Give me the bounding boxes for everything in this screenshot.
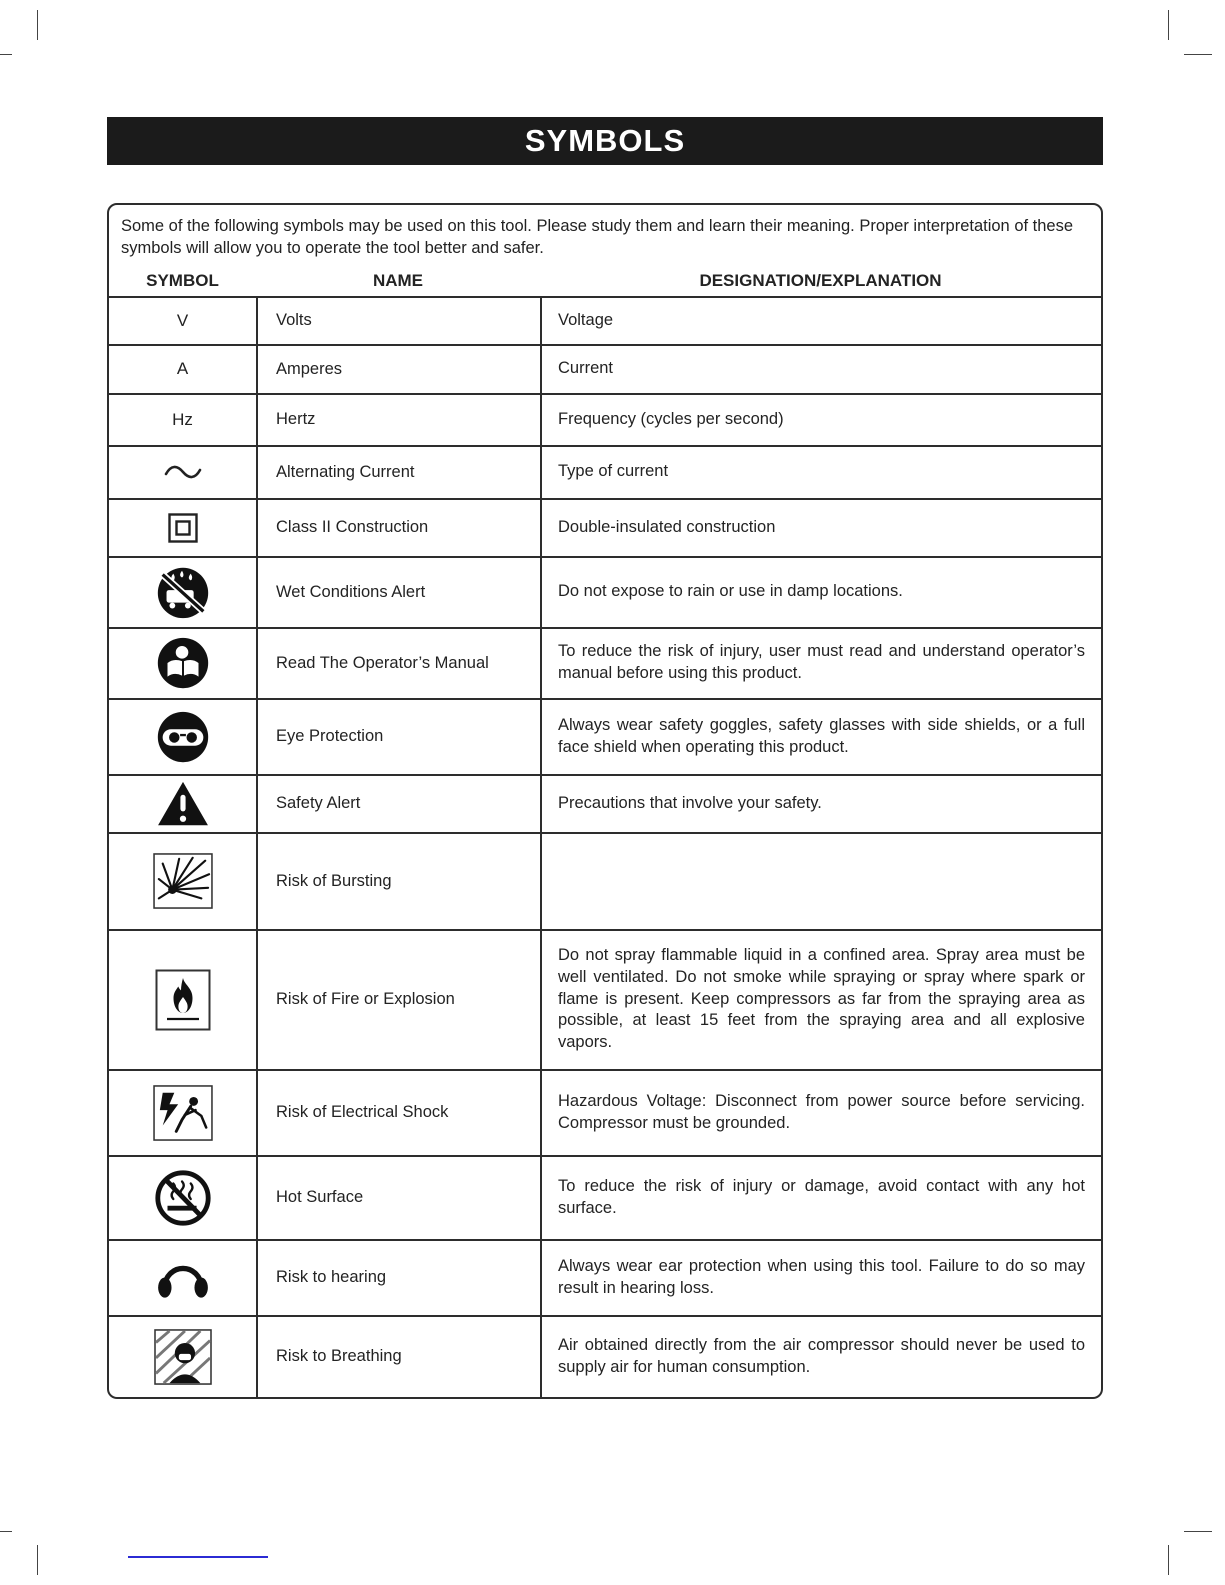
- symbol-cell: [109, 1241, 256, 1315]
- name-text: Volts: [276, 311, 312, 330]
- crop-mark: [1168, 10, 1169, 40]
- symbol-cell: [109, 346, 256, 393]
- symbol-name: [256, 776, 540, 832]
- crop-mark: [37, 10, 38, 40]
- table-row: [109, 296, 1101, 344]
- risk-of-fire-icon: [155, 969, 211, 1031]
- crop-mark: [1184, 1531, 1212, 1532]
- hot-surface-icon: [152, 1167, 214, 1229]
- symbol-name: [256, 500, 540, 556]
- symbol-cell: [109, 776, 256, 832]
- symbol-name: [256, 1241, 540, 1315]
- symbol-designation: [540, 700, 1101, 774]
- symbol-name: [256, 629, 540, 698]
- symbol-name: [256, 447, 540, 498]
- symbol-name: [256, 346, 540, 393]
- designation-text: To reduce the risk of injury, user must read and understand operator’s manual before using this product.: [558, 642, 1085, 683]
- symbol-designation: [540, 629, 1101, 698]
- symbol-designation: [540, 346, 1101, 393]
- designation-text: Double-insulated construction: [558, 517, 776, 536]
- column-header-designation: DESIGNATION/EXPLANATION: [699, 270, 942, 290]
- table-row: [109, 698, 1101, 774]
- symbol-designation: [540, 447, 1101, 498]
- symbol-designation: [540, 500, 1101, 556]
- symbol-cell: [109, 700, 256, 774]
- risk-of-electrical-shock-icon: [153, 1085, 213, 1141]
- table-row: [109, 832, 1101, 929]
- designation-text: Frequency (cycles per second): [558, 409, 784, 428]
- footer-link-underline[interactable]: [128, 1556, 268, 1558]
- symbol-designation: [540, 1071, 1101, 1155]
- symbol-designation: [540, 298, 1101, 344]
- table-row: [109, 627, 1101, 698]
- crop-mark: [1168, 1545, 1169, 1575]
- designation-text: Do not spray flammable liquid in a confined area. Spray area must be well ventilated. Do not smoke while spraying or spray where spark or flame is present. Keep compressors as far from the spraying area as possible, at least 15 feet from the spraying area and all explosive vapors.: [558, 946, 1085, 1052]
- designation-text: Voltage: [558, 310, 614, 329]
- table-row: [109, 1155, 1101, 1239]
- table-row: [109, 1315, 1101, 1397]
- symbol-designation: [540, 395, 1101, 445]
- risk-to-breathing-icon: [154, 1329, 212, 1385]
- designation-text: Precautions that involve your safety.: [558, 793, 822, 812]
- hertz-symbol-text: Hz: [172, 409, 193, 429]
- symbol-designation: [540, 1157, 1101, 1239]
- name-text: Risk of Bursting: [276, 871, 392, 890]
- table-row: [109, 929, 1101, 1069]
- designation-text: To reduce the risk of injury or damage, avoid contact with any hot surface.: [558, 1176, 1085, 1217]
- symbol-designation: [540, 558, 1101, 627]
- safety-alert-icon: [156, 780, 210, 828]
- symbol-name: [256, 1071, 540, 1155]
- symbol-cell: [109, 1071, 256, 1155]
- symbol-name: [256, 931, 540, 1069]
- symbol-cell: [109, 1157, 256, 1239]
- column-header-symbol: SYMBOL: [146, 270, 219, 290]
- name-text: Eye Protection: [276, 727, 384, 746]
- symbol-cell: [109, 395, 256, 445]
- risk-to-hearing-icon: [154, 1256, 212, 1300]
- wet-conditions-icon: [152, 561, 214, 623]
- symbol-name: [256, 1317, 540, 1397]
- symbols-table: [107, 203, 1103, 1399]
- name-text: Alternating Current: [276, 462, 415, 481]
- column-header-name: NAME: [372, 270, 424, 290]
- name-text: Risk of Fire or Explosion: [276, 990, 455, 1009]
- table-column-headers: [109, 266, 1101, 296]
- symbol-designation: [540, 1317, 1101, 1397]
- symbol-cell: [109, 629, 256, 698]
- read-operators-manual-icon: [152, 632, 214, 694]
- crop-mark: [1184, 54, 1212, 55]
- symbol-name: [256, 298, 540, 344]
- crop-mark: [37, 1545, 38, 1575]
- crop-mark: [0, 54, 12, 55]
- alternating-current-icon: [164, 463, 202, 481]
- name-text: Risk to hearing: [276, 1268, 387, 1287]
- symbol-cell: [109, 447, 256, 498]
- table-row: [109, 1239, 1101, 1315]
- page-title: SYMBOLS: [107, 117, 1103, 165]
- table-row: [109, 498, 1101, 556]
- table-row: [109, 1069, 1101, 1155]
- designation-text: Current: [558, 359, 614, 378]
- symbol-cell: [109, 298, 256, 344]
- table-row: [109, 344, 1101, 393]
- table-intro-text: Some of the following symbols may be used on this tool. Please study them and learn their meaning. Proper interpretation of these symbols will allow you to operate the tool better and safer.: [121, 217, 1074, 257]
- symbol-name: [256, 834, 540, 929]
- name-text: Read The Operator’s Manual: [276, 653, 489, 672]
- risk-of-bursting-icon: [153, 853, 213, 909]
- symbol-cell: [109, 500, 256, 556]
- name-text: Class II Construction: [276, 518, 429, 537]
- table-row: [109, 556, 1101, 627]
- table-row: [109, 445, 1101, 498]
- symbol-designation: [540, 931, 1101, 1069]
- name-text: Wet Conditions Alert: [276, 582, 426, 601]
- eye-protection-icon: [152, 706, 214, 768]
- designation-text: Hazardous Voltage: Disconnect from power source before servicing. Compressor must be grounded.: [558, 1091, 1085, 1132]
- symbol-cell: [109, 558, 256, 627]
- symbol-cell: [109, 931, 256, 1069]
- designation-text: Do not expose to rain or use in damp locations.: [558, 582, 903, 601]
- name-text: Hertz: [276, 410, 316, 429]
- designation-text: Type of current: [558, 462, 669, 481]
- crop-mark: [0, 1531, 12, 1532]
- table-row: [109, 393, 1101, 445]
- symbol-name: [256, 395, 540, 445]
- name-text: Amperes: [276, 359, 343, 378]
- designation-text: Always wear ear protection when using this tool. Failure to do so may result in hearing loss.: [558, 1256, 1085, 1297]
- symbol-name: [256, 700, 540, 774]
- symbol-designation: [540, 834, 1101, 929]
- table-row: [109, 774, 1101, 832]
- name-text: Risk to Breathing: [276, 1347, 402, 1366]
- amperes-symbol-text: A: [176, 359, 189, 379]
- symbol-name: [256, 558, 540, 627]
- symbol-designation: [540, 1241, 1101, 1315]
- name-text: Risk of Electrical Shock: [276, 1103, 449, 1122]
- symbol-cell: [109, 1317, 256, 1397]
- volts-symbol-text: V: [176, 310, 189, 330]
- class-ii-construction-icon: [167, 512, 199, 544]
- name-text: Safety Alert: [276, 794, 361, 813]
- designation-text: Always wear safety goggles, safety glasses with side shields, or a full face shield when operating this product.: [558, 715, 1085, 756]
- symbol-designation: [540, 776, 1101, 832]
- symbol-cell: [109, 834, 256, 929]
- symbol-name: [256, 1157, 540, 1239]
- designation-text: Air obtained directly from the air compressor should never be used to supply air for human consumption.: [558, 1335, 1085, 1376]
- name-text: Hot Surface: [276, 1188, 364, 1207]
